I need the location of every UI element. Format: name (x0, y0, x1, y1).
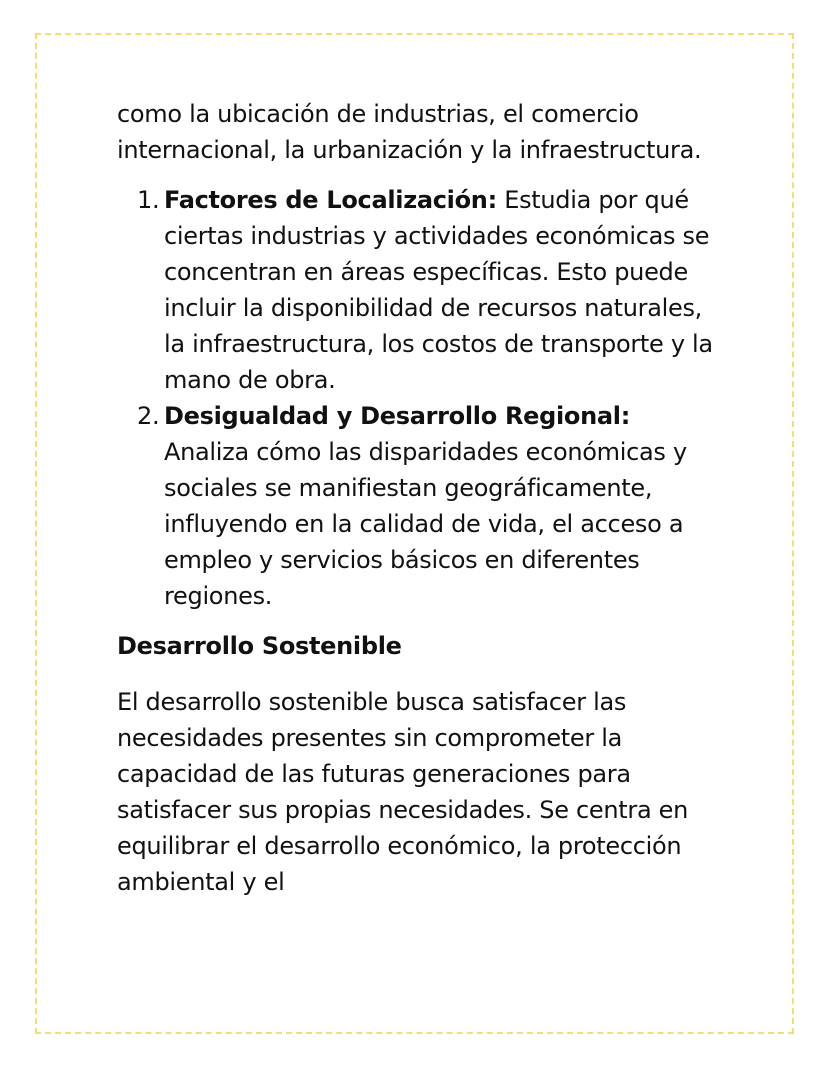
section-heading: Desarrollo Sostenible (117, 632, 402, 660)
list-item-desigualdad (117, 398, 717, 614)
list-number: 2. (137, 402, 160, 430)
list-description: Analiza cómo las disparidades económicas y sociales se manifiestan geográficamente, influyendo en la calidad de vida, el acceso a empleo y servicios básicos en diferentes regiones. (164, 438, 687, 610)
intro-paragraph: como la ubicación de industrias, el comercio internacional, la urbanización y la infraestructura. (117, 100, 702, 164)
list-item-localizacion (117, 182, 717, 398)
list-term: Factores de Localización: (164, 186, 497, 214)
list-number: 1. (137, 186, 160, 214)
section-body: El desarrollo sostenible busca satisfacer las necesidades presentes sin comprometer la capacidad de las futuras generaciones para satisfacer sus propias necesidades. Se centra en equilibrar el desarrollo económico, la protección ambiental y el (117, 688, 689, 896)
list-term: Desigualdad y Desarrollo Regional: (164, 402, 631, 430)
document-content (117, 96, 717, 900)
list-description: Estudia por qué ciertas industrias y actividades económicas se concentran en áreas específicas. Esto puede incluir la disponibilidad de recursos naturales, la infraestructura, los costos de transporte y la mano de obra. (164, 186, 713, 394)
factors-list (117, 182, 717, 614)
